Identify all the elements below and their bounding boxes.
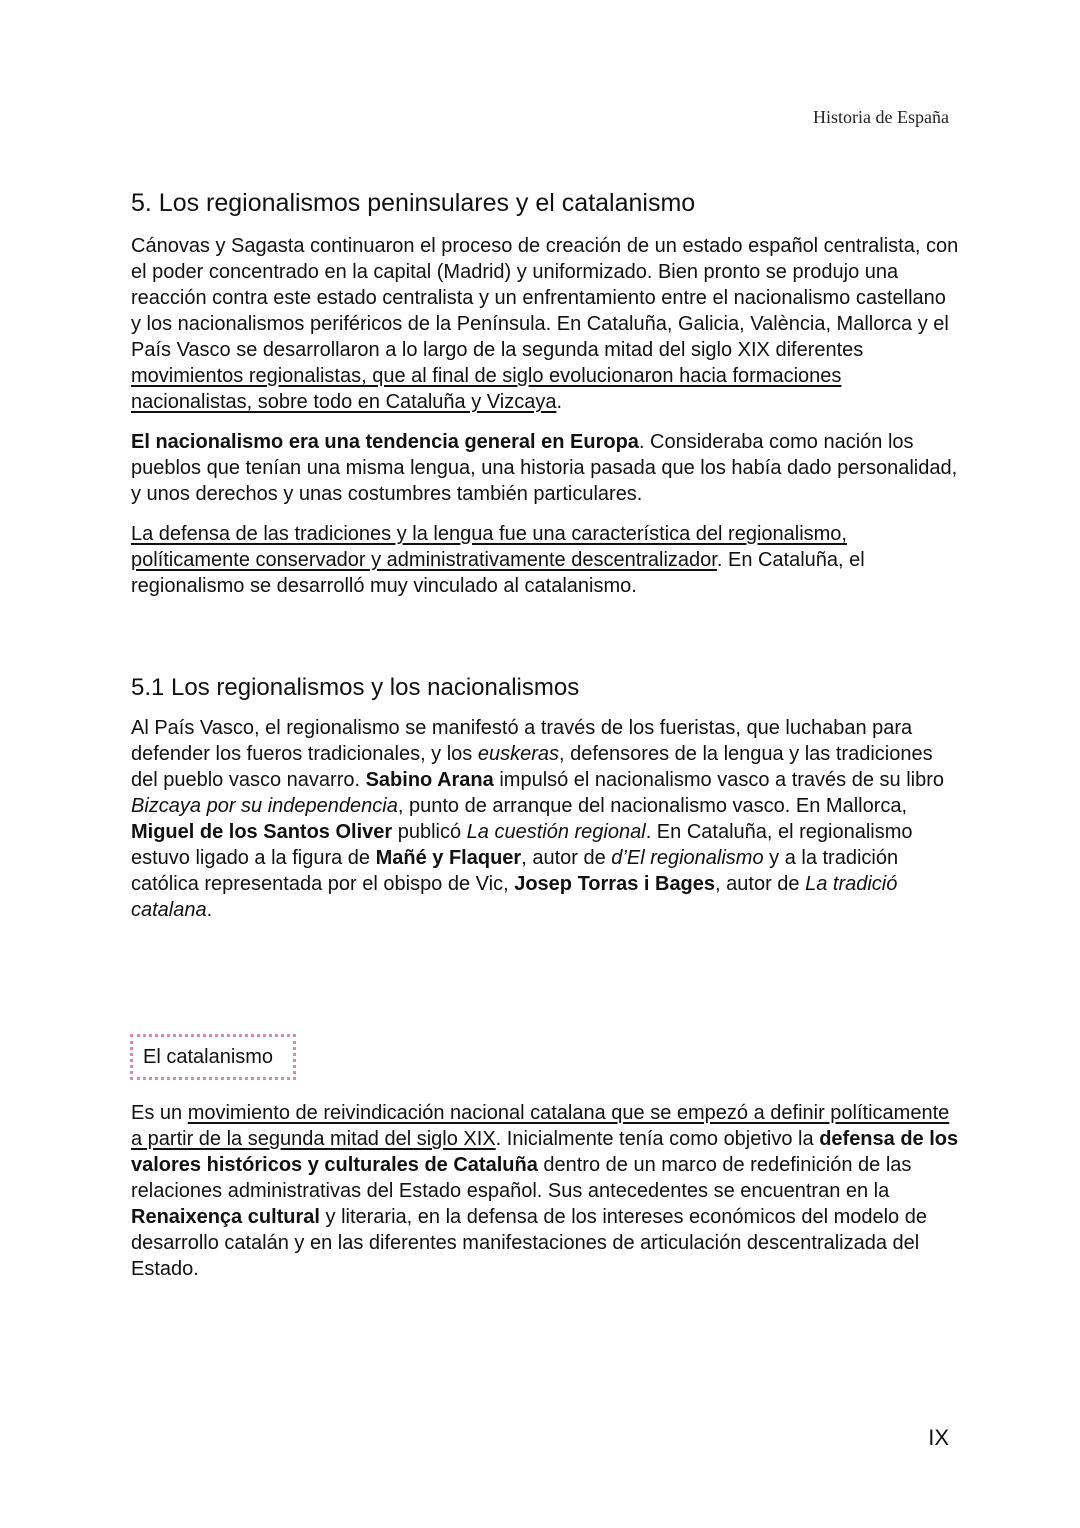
bold-text: Josep Torras i Bages — [514, 873, 716, 895]
text-run: , defensores de la lengua y las tradiciones del pueblo vasco navarro. — [131, 743, 933, 791]
underlined-text: movimiento de reivindicación nacional catalana que se empezó a definir políticamente a partir de la segunda mitad del siglo XIX — [131, 1102, 950, 1150]
italic-text: La cuestión regional — [466, 821, 646, 843]
paragraph-regionalism-intro — [131, 233, 961, 415]
text-run: . Consideraba como nación los pueblos que tenían una misma lengua, una historia pasada que los había dado personalidad, y unos derechos y unas costumbres también particulares. — [131, 431, 958, 505]
italic-text: La tradició catalana — [131, 873, 898, 921]
text-run: Cánovas y Sagasta continuaron el proceso de creación de un estado español centralista, con el poder concentrado en la capital (Madrid) y uniformizado. Bien pronto se produjo una reacción contra este estado centralista y un enfrentamiento entre el nacionalismo castellano y los nacionalismos periféricos de la Península. En Cataluña, Galicia, València, Mallorca y el País Vasco se desarrollaron a lo largo de la segunda mitad del siglo XIX diferentes — [131, 235, 959, 361]
paragraph-traditions — [131, 521, 961, 599]
paragraph-basque-regionalism — [131, 715, 961, 923]
paragraph-catalanismo — [131, 1100, 961, 1282]
text-run: . En Cataluña, el regionalismo estuvo ligado a la figura de — [131, 821, 913, 869]
text-run: Es un — [131, 1102, 188, 1124]
section-5-body — [131, 233, 961, 599]
text-run: publicó — [392, 821, 467, 843]
text-run: , punto de arranque del nacionalismo vasco. En Mallorca, — [397, 795, 908, 817]
text-run: y literaria, en la defensa de los intereses económicos del modelo de desarrollo catalán y en las diferentes manifestaciones de articulación descentralizada del Estado. — [131, 1206, 927, 1280]
text-run: , autor de — [715, 873, 806, 895]
bold-text: Renaixença cultural — [131, 1206, 320, 1228]
bold-text: defensa de los valores históricos y culturales de Cataluña — [131, 1128, 959, 1176]
section-5 — [131, 188, 961, 218]
text-run: dentro de un marco de redefinición de las relaciones administrativas del Estado español. Sus antecedentes se encuentran en la — [131, 1154, 912, 1202]
text-run: Al País Vasco, el regionalismo se manifestó a través de los fueristas, que luchaban para defender los fueros tradicionales, y los — [131, 717, 913, 765]
text-run: . — [556, 391, 563, 413]
section-5-1 — [131, 673, 961, 703]
underlined-text: La defensa de las tradiciones y la lengua fue una característica del regionalismo, políticamente conservador y administrativamente descentralizador — [131, 523, 847, 571]
text-run: , autor de — [521, 847, 612, 869]
catalanismo-body — [131, 1100, 961, 1282]
text-run: . Inicialmente tenía como objetivo la — [495, 1128, 820, 1150]
bold-text: Mañé y Flaquer — [375, 847, 522, 869]
text-run: . En Cataluña, el regionalismo se desarrolló muy vinculado al catalanismo. — [131, 549, 865, 597]
bold-text: Miguel de los Santos Oliver — [131, 821, 393, 843]
subsection-heading: 5.1 Los regionalismos y los nacionalismos — [131, 674, 580, 701]
running-header-title: Historia de España — [813, 107, 949, 127]
page-number: IX — [928, 1425, 949, 1450]
underlined-text: movimientos regionalistas, que al final de siglo evolucionaron hacia formaciones nacionalistas, sobre todo en Cataluña y Vizcaya — [131, 365, 842, 413]
bold-text: El nacionalismo era una tendencia general en Europa — [131, 431, 639, 453]
catalanismo-label-box: El catalanismo — [130, 1034, 296, 1080]
text-run: . — [206, 899, 213, 921]
italic-text: euskeras — [477, 743, 560, 765]
italic-text: Bizcaya por su independencia — [131, 795, 398, 817]
section-heading: 5. Los regionalismos peninsulares y el catalanismo — [131, 189, 696, 217]
paragraph-nationalism-europe — [131, 429, 961, 507]
italic-text: d’El regionalismo — [611, 847, 764, 869]
text-run: impulsó el nacionalismo vasco a través de su libro — [493, 769, 944, 791]
text-run: y a la tradición católica representada por el obispo de Vic, — [131, 847, 899, 895]
section-5-1-body — [131, 715, 961, 923]
bold-text: Sabino Arana — [365, 769, 494, 791]
